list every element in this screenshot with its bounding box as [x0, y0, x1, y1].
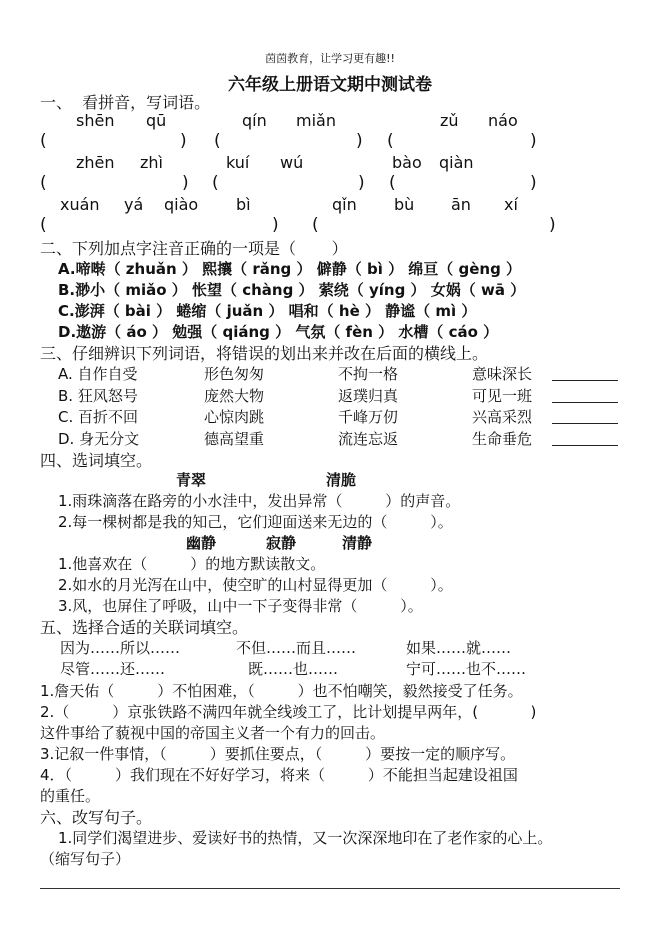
- answer-bracket-close: ): [549, 215, 556, 235]
- answer-bracket-close: ): [356, 131, 363, 151]
- idiom: 心惊肉跳: [204, 408, 265, 426]
- idiom: C. 百折不回: [58, 408, 139, 426]
- pinyin: yá: [124, 195, 144, 214]
- answer-bracket-close: ): [272, 215, 279, 235]
- page-title: 六年级上册语文期中测试卷: [228, 75, 432, 95]
- fill-question: 2.（ ）京张铁路不满四年就全线竣工了，比计划提早两年，( ): [40, 703, 537, 721]
- choice-option: C.澎湃（ bài ） 蜷缩（ juǎn ） 唱和（ hè ） 静谧（ mì ）: [58, 302, 477, 320]
- fill-question: 2.如水的月光泻在山中，使空旷的山村显得更加（ ）。: [58, 576, 453, 594]
- pinyin: qū: [146, 111, 167, 130]
- fill-question: 4．（ ）我们现在不好好学习，将来（ ）不能担当起建设祖国: [40, 766, 518, 784]
- idiom: 意味深长: [472, 365, 533, 383]
- pinyin: qín: [242, 111, 267, 130]
- section-1-heading: 一、 看拼音，写词语。: [40, 93, 211, 112]
- pinyin: zhì: [140, 153, 163, 172]
- fill-question: 3.记叙一件事情，（ ）要抓住要点，（ ）要按一定的顺序写。: [40, 745, 516, 763]
- answer-bracket-open: (: [40, 215, 47, 235]
- answer-bracket-close: ): [182, 173, 189, 193]
- answer-bracket-close: ): [530, 173, 537, 193]
- idiom: 返璞归真: [338, 387, 399, 405]
- correction-blank[interactable]: [552, 380, 618, 381]
- rewrite-question: 1.同学们渴望进步、爱读好书的热情，又一次深深地印在了老作家的心上。: [58, 829, 553, 847]
- correction-blank[interactable]: [552, 423, 618, 424]
- answer-bracket-open: (: [214, 131, 221, 151]
- fill-question: 3.风，也屏住了呼吸，山中一下子变得非常（ ）。: [58, 597, 423, 615]
- correction-blank[interactable]: [552, 402, 618, 403]
- page-header: 茵茵教育，让学习更有趣!!: [265, 52, 395, 65]
- conjunction: 宁可……也不……: [406, 660, 527, 678]
- answer-bracket-open: (: [40, 131, 47, 151]
- answer-bracket-open: (: [212, 173, 219, 193]
- idiom: 德高望重: [204, 430, 265, 448]
- pinyin: zǔ: [440, 111, 459, 130]
- answer-line[interactable]: [40, 888, 620, 889]
- conjunction: 因为……所以……: [60, 639, 181, 657]
- pinyin: bù: [394, 195, 415, 214]
- pinyin: qiào: [164, 195, 199, 214]
- idiom: D. 身无分文: [58, 430, 140, 448]
- word-choice: 清脆: [326, 471, 357, 489]
- section-5-heading: 五、选择合适的关联词填空。: [40, 618, 249, 637]
- pinyin: xí: [504, 195, 518, 214]
- answer-bracket-open: (: [40, 173, 47, 193]
- word-choice: 清静: [342, 534, 373, 552]
- choice-option: B.渺小（ miǎo ） 怅望（ chàng ） 萦绕（ yíng ） 女娲（ wā ）: [58, 281, 526, 299]
- pinyin: qiàn: [439, 153, 474, 172]
- choice-option: D.遨游（ áo ） 勉强（ qiáng ） 气氛（ fèn ） 水槽（ cáo ）: [58, 323, 499, 341]
- fill-question-continued: 的重任。: [40, 787, 101, 805]
- pinyin: shēn: [76, 111, 115, 130]
- fill-question: 2.每一棵树都是我的知己，它们迎面送来无边的（ ）。: [58, 513, 453, 531]
- idiom: 千峰万仞: [338, 408, 399, 426]
- fill-question: 1.雨珠滴落在路旁的小水洼中，发出异常（ ）的声音。: [58, 492, 461, 510]
- pinyin: zhēn: [76, 153, 115, 172]
- idiom: 庞然大物: [204, 387, 265, 405]
- pinyin: náo: [488, 111, 518, 130]
- conjunction: 既……也……: [248, 660, 339, 678]
- section-6-heading: 六、改写句子。: [40, 808, 153, 827]
- idiom: 生命垂危: [472, 430, 533, 448]
- idiom: 可见一班: [472, 387, 533, 405]
- answer-bracket-close: ): [358, 173, 365, 193]
- rewrite-note: （缩写句子）: [40, 850, 131, 868]
- idiom: 兴高采烈: [472, 408, 533, 426]
- idiom: B. 狂风怒号: [58, 387, 138, 405]
- answer-bracket-open: (: [312, 215, 319, 235]
- answer-bracket-close: ): [180, 131, 187, 151]
- pinyin: xuán: [60, 195, 100, 214]
- section-2-heading: 二、下列加点字注音正确的一项是（ ）: [40, 239, 348, 258]
- pinyin: bì: [236, 195, 251, 214]
- answer-bracket-open: (: [387, 131, 394, 151]
- word-choice: 青翠: [176, 471, 207, 489]
- idiom: 不拘一格: [338, 365, 399, 383]
- answer-bracket-close: ): [530, 131, 537, 151]
- conjunction: 不但……而且……: [236, 639, 357, 657]
- fill-question: 1.詹天佑（ ）不怕困难，（ ）也不怕嘲笑，毅然接受了任务。: [40, 682, 523, 700]
- idiom: A. 自作自受: [58, 365, 138, 383]
- conjunction: 如果……就……: [406, 639, 512, 657]
- choice-option: A.啼啭（ zhuǎn ） 熙攘（ rǎng ） 僻静（ bì ） 绵亘（ gèng ）: [58, 260, 522, 278]
- fill-question-continued: 这件事给了藐视中国的帝国主义者一个有力的回击。: [40, 724, 386, 742]
- word-choice: 寂静: [266, 534, 297, 552]
- pinyin: bào: [392, 153, 422, 172]
- section-4-heading: 四、选词填空。: [40, 451, 153, 470]
- pinyin: wú: [280, 153, 304, 172]
- fill-question: 1.他喜欢在（ ）的地方默读散文。: [58, 555, 326, 573]
- idiom: 流连忘返: [338, 430, 399, 448]
- pinyin: kuí: [226, 153, 250, 172]
- pinyin: qǐn: [332, 195, 357, 214]
- section-3-heading: 三、仔细辨识下列词语，将错误的划出来并改在后面的横线上。: [40, 344, 489, 363]
- pinyin: miǎn: [296, 111, 336, 130]
- idiom: 形色匆匆: [204, 365, 265, 383]
- pinyin: ān: [451, 195, 471, 214]
- correction-blank[interactable]: [552, 445, 618, 446]
- conjunction: 尽管……还……: [60, 660, 166, 678]
- word-choice: 幽静: [186, 534, 217, 552]
- answer-bracket-open: (: [389, 173, 396, 193]
